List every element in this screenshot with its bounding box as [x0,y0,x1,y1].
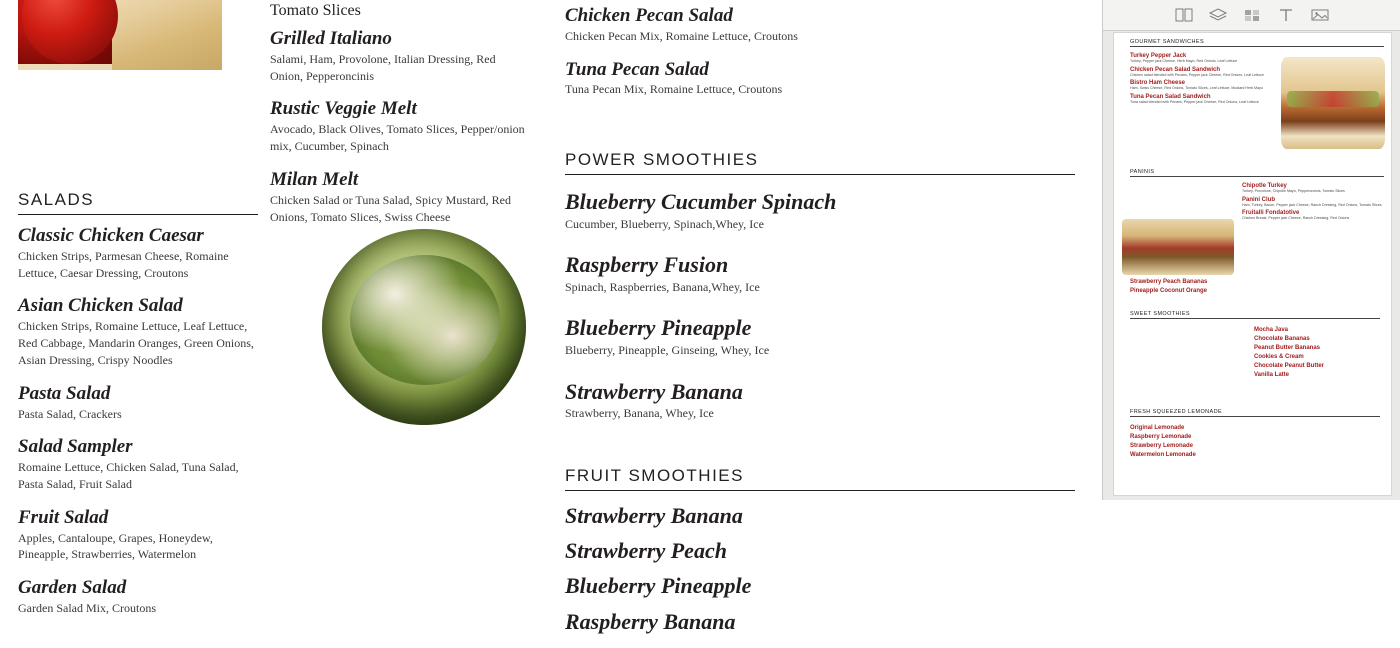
item-desc: Spinach, Raspberries, Banana,Whey, Ice [565,279,760,294]
list-item [1254,354,1380,360]
item-name: Tuna Pecan Salad Sandwich [1130,94,1211,101]
list-item [1130,434,1270,440]
mini-section-heading: GOURMET SANDWICHES [1130,39,1384,47]
item-name: Strawberry Banana [565,378,743,404]
item-name: Salad Sampler [18,436,133,458]
mini-gourmet-heading-block [1130,39,1384,50]
item-name: Vanilla Latte [1254,372,1290,378]
item-name: Cookies & Cream [1254,354,1304,360]
list-item [1130,425,1270,431]
item-name: Strawberry Lemonade [1130,443,1194,449]
left-column [18,0,258,631]
item-desc: Chicken Strips, Romaine Lettuce, Leaf Lettuce, Red Cabbage, Mandarin Oranges, Green Onions, Asian Dressing, Crispy Noodles [18,319,254,367]
item-desc: Salami, Ham, Provolone, Italian Dressing, Red Onion, Pepperoncinis [270,51,496,83]
item-desc: Cucumber, Blueberry, Spinach,Whey, Ice [565,216,764,231]
mini-lemonade-heading-block [1130,409,1380,420]
list-item [18,383,258,423]
swatches-icon[interactable] [1242,7,1262,23]
salads-heading: SALADS [18,190,258,215]
right-column [565,5,1075,648]
item-name: Peanut Butter Bananas [1254,345,1321,351]
layers-icon[interactable] [1208,7,1228,23]
mini-sweet-list [1254,327,1380,381]
item-name: Chocolate Peanut Butter [1254,363,1325,369]
item-name: Mocha Java [1254,327,1289,333]
item-name: Watermelon Lemonade [1130,452,1196,458]
item-desc: Avocado, Black Olives, Tomato Slices, Pepper/onion mix, Cucumber, Spinach [270,122,525,154]
item-desc: Tuna salad blended with Pecans, Pepper jack Cheese, Red Onions, Leaf Lettuce [1130,100,1259,105]
list-item [270,169,526,225]
list-item [565,189,1075,232]
mini-paninis-heading-block [1130,169,1384,180]
item-desc: Chicken Breast, Pepper jack Cheese, Ranch Dressing, Red Onions [1242,216,1350,221]
mini-gourmet-list [1130,53,1270,108]
list-item [18,507,258,563]
mini-section-heading: SWEET SMOOTHIES [1130,311,1380,319]
item-desc: Chicken salad blended with Pecans, Pepper jack Cheese, Red Onions, Leaf Lettuce [1130,72,1264,77]
item-name: Pineapple Coconut Orange [1130,288,1208,294]
item-name: Classic Chicken Caesar [18,225,204,246]
mini-section-heading: PANINIS [1130,169,1384,177]
list-item [1130,67,1270,78]
item-name: Strawberry Banana [565,502,743,528]
item-name: Original Lemonade [1130,425,1185,431]
item-name: Chocolate Bananas [1254,336,1310,342]
item-name: Asian Chicken Salad [18,295,183,317]
item-desc: Garden Salad Mix, Croutons [18,601,156,616]
list-item [1242,197,1384,208]
item-desc: Pasta Salad, Crackers [18,406,122,421]
list-item [1130,452,1270,458]
item-name: Milan Melt [270,168,359,190]
item-name: Garden Salad [18,577,127,599]
list-item [1130,94,1270,105]
item-name: Fruitalli Fondatotive [1242,210,1300,217]
list-item [1242,210,1384,221]
item-name: Pasta Salad [18,382,111,404]
item-name: Raspberry Lemonade [1130,434,1192,440]
item-name: Blueberry Pineapple [565,315,752,341]
item-name: Grilled Italiano [270,28,392,49]
middle-column [270,2,526,239]
item-name: Panini Club [1242,196,1275,203]
fruit-smoothies-heading: FRUIT SMOOTHIES [565,466,1075,491]
item-name: Rustic Veggie Melt [270,98,417,120]
item-name: Blueberry Cucumber Spinach [565,189,837,215]
list-item [1130,53,1270,64]
item-name: Bistro Ham Cheese [1130,80,1186,87]
list-item [18,577,258,617]
list-item [1130,80,1270,91]
item-desc: Blueberry, Pineapple, Ginseing, Whey, Ice [565,342,770,357]
item-desc: Romaine Lettuce, Chicken Salad, Tuna Salad, Pasta Salad, Fruit Salad [18,460,239,491]
list-item [1254,327,1380,333]
list-item [18,436,258,492]
preview-panel[interactable] [1102,0,1400,500]
power-smoothies-heading: POWER SMOOTHIES [565,150,1075,175]
item-name: Fruit Salad [18,506,109,528]
image-icon[interactable] [1310,7,1330,23]
list-item [565,315,1075,358]
item-desc: Ham, Swiss Cheese, Red Onions, Tomato Slices, Leaf Lettuce, Mustard Herb Mayo [1130,86,1263,91]
list-item [565,538,1075,563]
mini-lemonade-list [1130,425,1270,461]
mini-sweet-heading-block [1130,311,1380,322]
text-icon[interactable] [1276,7,1296,23]
list-item [18,225,258,281]
item-name: Strawberry Peach Bananas [1130,279,1208,285]
list-item [1254,363,1380,369]
item-desc: Ham, Turkey, Bacon, Pepper jack Cheese, Ranch Dressing, Red Onions, Tomato Slices [1242,202,1382,207]
panel-toolbar[interactable] [1103,0,1400,31]
item-desc: Turkey, Pepper jack Cheese, Herb Mayo, Red Onions, Leaf Lettuce [1130,59,1238,63]
mini-paninis-list [1242,183,1384,224]
item-desc: Chicken Strips, Parmesan Cheese, Romaine Lettuce, Caesar Dressing, Croutons [18,248,229,280]
mini-extra-smoothies [1130,279,1260,297]
list-item [565,379,1075,422]
list-item [565,609,1075,634]
item-name: Strawberry Peach [565,537,727,563]
item-name: Raspberry Fusion [565,252,729,278]
item-name: Tuna Pecan Salad [565,58,709,80]
partial-top-text: Tomato Slices [270,2,361,19]
mini-section-heading: FRESH SQUEEZED LEMONADE [1130,409,1380,417]
list-item [1130,288,1260,294]
item-desc: Apples, Cantaloupe, Grapes, Honeydew, Pineapple, Strawberries, Watermelon [18,530,213,562]
item-name: Turkey Pepper Jack [1130,53,1187,59]
list-item [565,503,1075,528]
item-name: Blueberry Pineapple [565,573,752,599]
list-item [18,295,258,368]
list-item [1242,183,1384,194]
list-item [1254,345,1380,351]
item-name: Raspberry Banana [565,608,736,634]
item-desc: Chicken Salad or Tuna Salad, Spicy Mustard, Red Onions, Tomato Slices, Swiss Cheese [270,192,511,224]
item-name: Chicken Pecan Salad [565,5,733,26]
item-desc: Turkey, Provolone, Chipotle Mayo, Pepperoncinis, Tomato Slices [1242,189,1345,193]
list-item [1254,372,1380,378]
item-desc: Chicken Pecan Mix, Romaine Lettuce, Croutons [565,28,798,43]
mini-sandwich-photo [1281,57,1385,149]
list-item [565,5,1075,45]
salad-bowl-photo [322,227,526,427]
item-name: Chicken Pecan Salad Sandwich [1130,66,1221,73]
list-item [270,98,526,154]
pages-icon[interactable] [1174,7,1194,23]
item-desc: Strawberry, Banana, Whey, Ice [565,405,714,420]
list-item [565,59,1075,99]
list-item [565,252,1075,295]
page-thumbnail[interactable] [1113,32,1392,496]
list-item [1130,443,1270,449]
list-item [1130,279,1260,285]
list-item [1254,336,1380,342]
list-item [565,573,1075,598]
item-name: Chipotle Turkey [1242,183,1287,189]
list-item [270,28,526,84]
item-desc: Tuna Pecan Mix, Romaine Lettuce, Croutons [565,82,783,97]
mini-panini-photo [1122,219,1234,275]
